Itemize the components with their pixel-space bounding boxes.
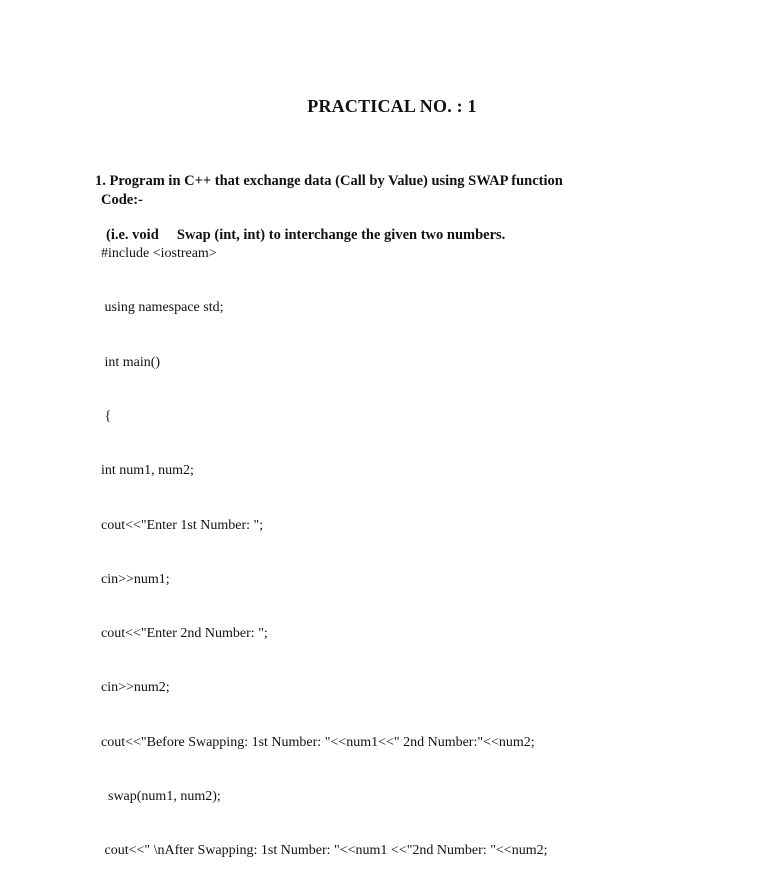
page-title: PRACTICAL NO. : 1 (307, 96, 477, 116)
code-line: { (101, 409, 112, 425)
code-line: cout<<" \nAfter Swapping: 1st Number: "<<num1 <<"2nd Number: "<<num2; (101, 843, 548, 859)
code-line: using namespace std; (101, 300, 224, 316)
code-block (101, 209, 547, 882)
code-line: cout<<"Enter 2nd Number: "; (101, 626, 268, 642)
code-line: #include <iostream> (101, 246, 217, 262)
code-line: cout<<"Before Swapping: 1st Number: "<<num1<<" 2nd Number:"<<num2; (101, 734, 535, 750)
code-line: cin>>num1; (101, 571, 170, 587)
code-line: swap(num1, num2); (101, 789, 221, 804)
code-line: int num1, num2; (101, 463, 194, 479)
code-line: cin>>num2; (101, 680, 170, 696)
code-heading: Code:- (101, 192, 143, 208)
code-line: cout<<"Enter 1st Number: "; (101, 517, 264, 533)
question-line-2: (i.e. void Swap (int, int) to interchange the given two numbers. (106, 227, 506, 243)
question-line-1: 1. Program in C++ that exchange data (Call by Value) using SWAP function (95, 173, 563, 189)
code-line: int main() (101, 354, 161, 370)
